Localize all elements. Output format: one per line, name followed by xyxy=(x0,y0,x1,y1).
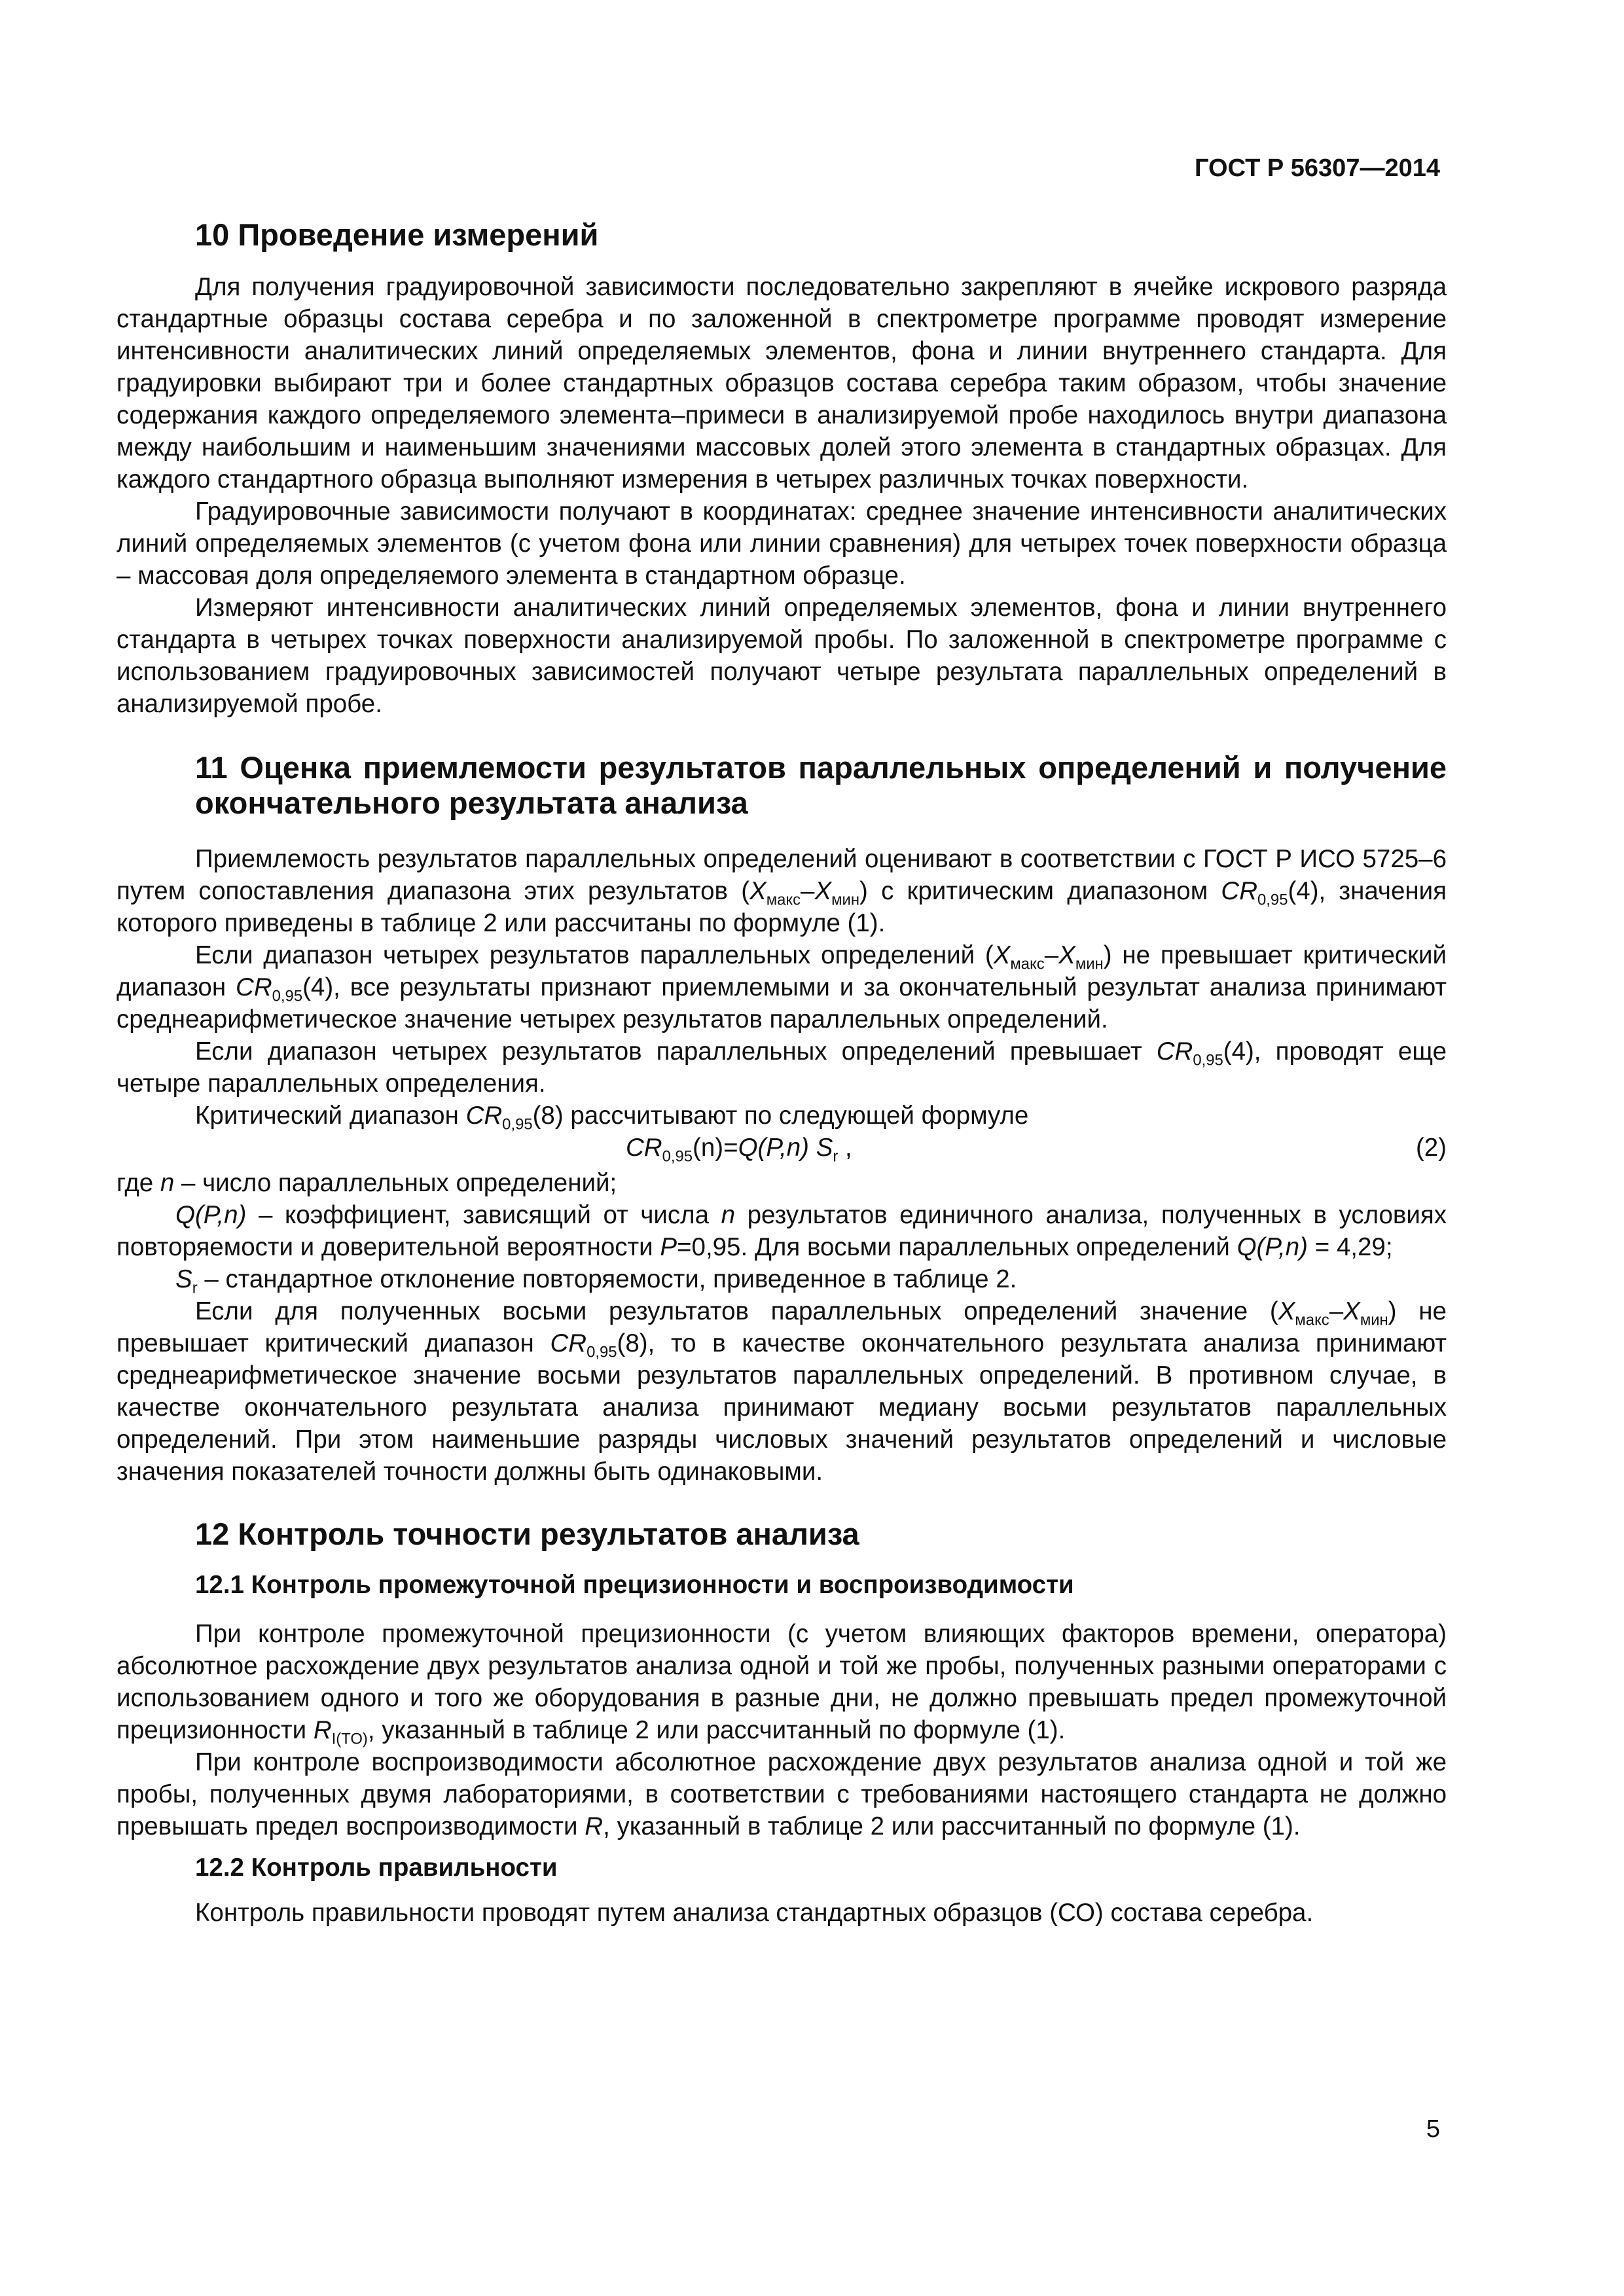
s12-2-paragraph-1: Контроль правильности проводят путем анализа стандартных образцов (СО) состава серебра. xyxy=(195,1899,1314,1927)
section-11-title: 11 Оценка приемлемости результатов параллельных определений и получение окончательного результата анализа xyxy=(195,750,1447,820)
subsection-12-2-title: 12.2 Контроль правильности xyxy=(195,1854,558,1882)
s12-1-paragraph-2: При контроле воспроизводимости абсолютное расхождение двух результатов анализа одной и той же пробы, полученных двумя лабораториями, в соответствии с требованиями настоящего стандарта не должно превышать предел воспроизводимости R, указанный в таблице 2 или рассчитанный по формуле (1). xyxy=(117,1748,1447,1840)
s10-paragraph-2: Градуировочные зависимости получают в координатах: среднее значение интенсивности аналитических линий определяемых элементов (с учетом фона или линии сравнения) для четырех точек поверхности образца – массовая доля определяемого элемента в стандартном образце. xyxy=(117,497,1447,590)
s12-1-paragraph-1: При контроле промежуточной прецизионности (с учетом влияющих факторов времени, оператора) абсолютное расхождение двух результатов анализа одной и той же пробы, полученных разными операторами с использованием одного и того же оборудования в разные дни, не должно превышать предел промежуточной прецизионности $R_{I(TO)}$, указанный в таблице 2 или рассчитанный по формуле (1). xyxy=(117,1620,1447,1748)
document-body xyxy=(117,209,1447,1929)
document-code-header: ГОСТ Р 56307—2014 xyxy=(1195,154,1440,182)
where-n-definition: где n – число параллельных определений; xyxy=(117,1169,617,1197)
where-s-definition: $S_r$ – стандартное отклонение повторяемости, приведенное в таблице 2. xyxy=(175,1265,1017,1297)
s11-paragraph-1: Приемлемость результатов параллельных определений оценивают в соответствии с ГОСТ Р ИСО 5725–6 путем сопоставления диапазона этих результатов $(X_{макс}-X_{мин})$ с критическим диапазоном $CR_{0,95}(4)$, значения которого приведены в таблице 2 или рассчитаны по формуле (1). xyxy=(117,845,1447,937)
s11-paragraph-2: Если диапазон четырех результатов параллельных определений $(X_{макс}-X_{мин})$ не превышает критический диапазон $CR_{0,95}(4)$, все результаты признают приемлемыми и за окончательный результат анализа принимают среднеарифметическое значение четырех результатов параллельных определений. xyxy=(117,941,1447,1033)
equation-number: (2) xyxy=(1415,1134,1447,1162)
page-number: 5 xyxy=(1426,2115,1440,2143)
s10-paragraph-3: Измеряют интенсивности аналитических линий определяемых элементов, фона и линии внутреннего стандарта в четырех точках поверхности анализируемой пробы. По заложенной в спектрометре программе с использованием градуировочных зависимостей получают четыре результата параллельных определений в анализируемой пробе. xyxy=(117,594,1447,718)
s10-paragraph-1: Для получения градуировочной зависимости последовательно закрепляют в ячейке искрового разряда стандартные образцы состава серебра и по заложенной в спектрометре программе проводят измерение интенсивности аналитических линий определяемых элементов, фона и линии внутреннего стандарта. Для градуировки выбирают три и более стандартных образцов состава серебра таким образом, чтобы значение содержания каждого определяемого элемента–примеси в анализируемой пробе находилось внутри диапазона между наибольшим и наименьшим значениями массовых долей этого элемента в стандартных образцах. Для каждого стандартного образца выполняют измерения в четырех различных точках поверхности. xyxy=(117,273,1447,493)
formula-2 xyxy=(117,1132,1447,1167)
s11-paragraph-5: Если для полученных восьми результатов параллельных определений значение $(X_{макс}-X_{мин})$ не превышает критический диапазон $CR_{0,95}(8)$, то в качестве окончательного результата анализа принимают среднеарифметическое значение восьми результатов параллельных определений. В противном случае, в качестве окончательного результата анализа принимают медиану восьми результатов параллельных определений. При этом наименьшие разряды числовых значений результатов определений и числовые значения показателей точности должны быть одинаковыми. xyxy=(117,1297,1447,1486)
where-q-definition: Q(P,n) – коэффициент, зависящий от числа n результатов единичного анализа, полученных в условиях повторяемости и доверительной вероятности P=0,95. Для восьми параллельных определений Q(P,n) = 4,29; xyxy=(117,1201,1447,1261)
section-12-title: 12 Контроль точности результатов анализа xyxy=(195,1516,859,1551)
s11-paragraph-4: Критический диапазон $CR_{0,95}(8)$ рассчитывают по следующей формуле xyxy=(195,1102,1029,1134)
section-10-title: 10 Проведение измерений xyxy=(195,217,599,252)
subsection-12-1-title: 12.1 Контроль промежуточной прецизионности и воспроизводимости xyxy=(195,1571,1074,1599)
formula-expression: $CR_{0,95}(n)=Q(P,n)$ $S_r$ , xyxy=(626,1134,852,1166)
s11-paragraph-3: Если диапазон четырех результатов параллельных определений превышает $CR_{0,95}(4)$, проводят еще четыре параллельных определения. xyxy=(117,1037,1447,1098)
